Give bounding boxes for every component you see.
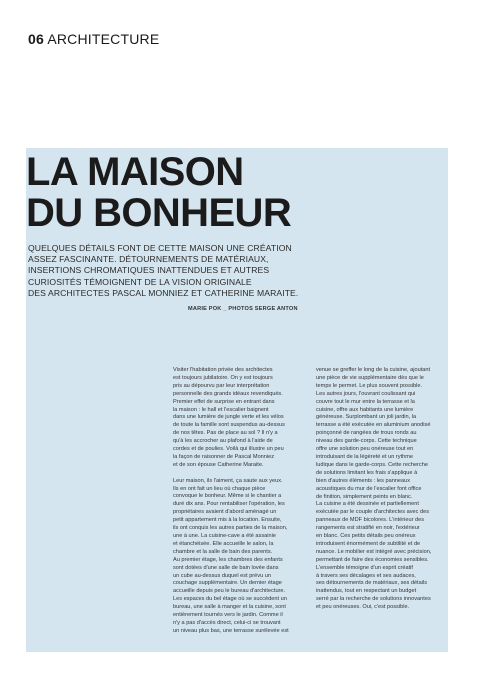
body-line: de nos têtes. Pas de place au sol ? Il n'y a (173, 430, 278, 437)
body-line: serré par la recherche de solutions innovantes (316, 596, 431, 603)
deck-line: ASSEZ FASCINANTE. DÉTOURNEMENTS DE MATÉRIAUX, (28, 254, 269, 265)
body-line: acoustiques du mur de l'escalier font office (316, 485, 422, 492)
body-line: dans une lumière de jungle verte et les vélos (173, 414, 284, 421)
deck-line: DES ARCHITECTES PASCAL MONNIEZ ET CATHERINE MARAITE. (28, 287, 299, 298)
body-line: L'ensemble témoigne d'un esprit créatif (316, 564, 413, 571)
body-line: introduisant de la légèreté et un rythme (316, 453, 414, 460)
body-paragraph (316, 367, 448, 612)
body-line: et de son épouse Catherine Maraite. (173, 461, 264, 468)
body-line: Visiter l'habitation privée des architectes (173, 367, 273, 373)
body-line: convoque le bonheur. Même si le chantier a (173, 493, 282, 500)
body-line: offre une solution peu onéreuse tout en (316, 446, 414, 453)
body-line: et peu onéreuses. Oui, c'est possible. (316, 604, 410, 611)
body-line: couvre tout le mur entre la terrasse et la (316, 398, 415, 405)
body-line: introduisent énormément de subtilité et de (316, 540, 421, 547)
body-line: Ils en ont fait un lieu où chaque pièce (173, 485, 266, 492)
body-line: duré dix ans. Pour rentabiliser l'opération, les (173, 501, 285, 508)
body-line: Les espaces du bel étage où se succèdent un (173, 596, 287, 603)
body-line: terrasse a été exécutée en aluminium anodisé (316, 422, 431, 429)
body-line: de toute la famille sont suspendus au-dessus (173, 422, 285, 429)
body-column-right (316, 367, 448, 620)
body-line: accueille depuis peu le bureau d'architecture. (173, 588, 286, 595)
body-line: une à une. La cuisine-cave a été assainie (173, 533, 276, 540)
body-line: entièrement tournés vers le jardin. Comme il (173, 612, 283, 619)
body-line: en blanc. Ces petits détails peu onéreux (316, 533, 416, 540)
body-line: bien d'autres éléments : les panneaux (316, 477, 411, 484)
body-line: rangements est stratifié en noir, l'extérieur (316, 525, 420, 532)
body-line: propriétaires avaient d'abord aménagé un (173, 509, 277, 516)
body-line: de finition, simplement peints en blanc. (316, 493, 413, 500)
byline-credit: MARIE POK _ PHOTOS SERGE ANTON (188, 306, 298, 312)
body-line: panneaux de MDF bicolores. L'intérieur des (316, 517, 425, 524)
body-line: une pièce de vie supplémentaire dès que le (316, 374, 424, 381)
body-line: inattendus, tout en respectant un budget (316, 588, 417, 595)
body-line: Au premier étage, les chambres des enfants (173, 556, 283, 563)
body-line: permettant de faire des économies sensibles. (316, 556, 429, 563)
body-line: un cube au-dessus duquel est prévu un (173, 572, 271, 579)
body-line: la façon de raisonner de Pascal Monniez (173, 453, 275, 460)
body-line: qu'à les accrocher au plafond à l'aide de (173, 438, 273, 445)
body-line: venue se greffer le long de la cuisine, ajoutant (316, 367, 431, 373)
body-line: ludique dans le garde-corps. Cette recherche (316, 461, 428, 468)
body-line: petit appartement mis à la location. Ensuite, (173, 517, 282, 524)
body-line: exécutée par le couple d'architectes avec des (316, 509, 430, 516)
body-line: La cuisine a été dessinée et partiellement (316, 501, 419, 508)
body-line: bureau, une salle à manger et la cuisine, sont (173, 604, 286, 611)
body-line: de solutions limitant les frais s'applique à (316, 469, 418, 476)
body-line: cordes et de poulies. Voilà qui illustre un peu (173, 446, 284, 453)
body-paragraph (173, 367, 305, 470)
body-line: pris au dépourvu par leur interprétation (173, 382, 270, 389)
body-line: un niveau plus bas, une terrasse surélevée est (173, 627, 289, 634)
body-line: Premier effet de surprise en entrant dans (173, 398, 275, 405)
body-line: nuance. Le mobilier est intégré avec précision, (316, 548, 432, 555)
body-line: sont dotées d'une salle de bain lovée dans (173, 564, 279, 571)
body-line: ils ont conquis les autres parties de la maison, (173, 525, 288, 532)
body-line: niveau des garde-corps. Cette technique (316, 438, 417, 445)
body-line: à travers ses décalages et ses audaces, (316, 572, 416, 579)
body-line: chambre et la salle de bain des parents. (173, 548, 273, 555)
article-deck (28, 243, 318, 299)
body-line: personnelle des grands idéaux revendiqués. (173, 390, 283, 397)
body-line: poinçonné de rangées de trous ronds au (316, 430, 417, 437)
body-line: ses détournements de matériaux, ses détails (316, 580, 428, 587)
section-name: ARCHITECTURE (47, 31, 160, 47)
page-number: 06 (28, 31, 44, 47)
body-line: généreuse. Surplombant un joli jardin, la (316, 414, 417, 421)
body-line: et étanchéisée. Elle accueille le salon, la (173, 540, 274, 547)
body-line: temps le permet. Le plus souvent possible. (316, 382, 423, 389)
body-line: Leur maison, ils l'aiment, ça saute aux yeux. (173, 477, 283, 484)
deck-line: CURIOSITÉS TÉMOIGNENT DE LA VISION ORIGINALE (28, 276, 252, 287)
title-line: DU BONHEUR (26, 191, 292, 235)
body-line: la maison : le hall et l'escalier baignent (173, 406, 269, 413)
article-title (26, 152, 291, 234)
title-line: LA MAISON (26, 150, 244, 194)
section-header (28, 31, 159, 47)
body-paragraph (173, 478, 305, 636)
body-line: couchage supplémentaire. Un dernier étage (173, 580, 282, 587)
body-line: cuisine, offre aux habitants une lumière (316, 406, 414, 413)
body-line: n'y a pas d'accès direct, celui-ci se trouvant (173, 619, 281, 626)
body-line: est toujours jubilatoire. On y est toujours (173, 374, 273, 381)
deck-line: INSERTIONS CHROMATIQUES INATTENDUES ET AUTRES (28, 265, 270, 276)
body-line: Les autres jours, l'ouvrant coulissant qui (316, 390, 416, 397)
deck-line: QUELQUES DÉTAILS FONT DE CETTE MAISON UNE CRÉATION (28, 243, 292, 253)
body-column-left (173, 367, 305, 644)
